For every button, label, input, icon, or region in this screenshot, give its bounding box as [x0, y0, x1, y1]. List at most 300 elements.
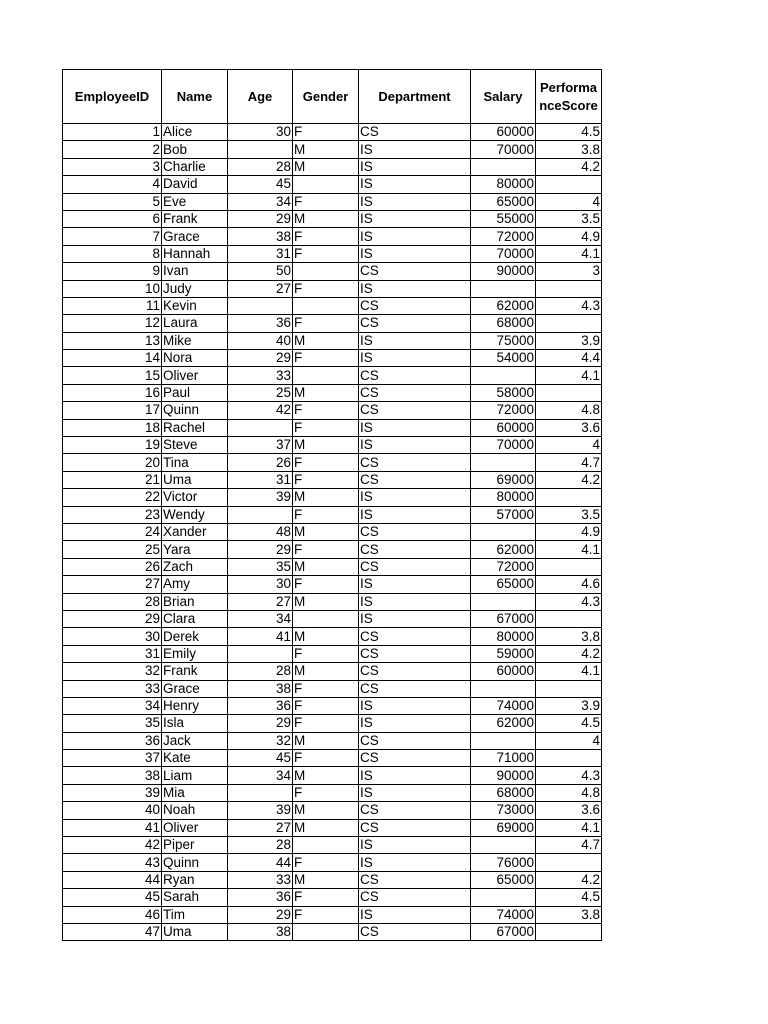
cell-department: CS: [359, 315, 471, 332]
cell-gender: F: [293, 419, 359, 436]
cell-performancescore: 3.8: [536, 906, 602, 923]
cell-name: Kate: [162, 750, 228, 767]
cell-name: Oliver: [162, 819, 228, 836]
cell-name: Noah: [162, 802, 228, 819]
cell-gender: M: [293, 210, 359, 227]
cell-department: IS: [359, 906, 471, 923]
cell-salary: 70000: [471, 245, 536, 262]
cell-gender: M: [293, 332, 359, 349]
cell-employeeid: 8: [63, 245, 162, 262]
cell-gender: M: [293, 384, 359, 401]
cell-performancescore: 4.1: [536, 367, 602, 384]
cell-age: 26: [228, 454, 293, 471]
cell-gender: M: [293, 158, 359, 175]
table-row: [63, 732, 602, 749]
cell-name: Nora: [162, 350, 228, 367]
cell-performancescore: 4: [536, 193, 602, 210]
cell-salary: 55000: [471, 210, 536, 227]
table-row: [63, 332, 602, 349]
cell-salary: [471, 593, 536, 610]
cell-performancescore: 4.3: [536, 767, 602, 784]
table-row: [63, 576, 602, 593]
cell-department: CS: [359, 680, 471, 697]
cell-performancescore: 4.8: [536, 402, 602, 419]
cell-department: CS: [359, 541, 471, 558]
cell-department: CS: [359, 402, 471, 419]
cell-gender: M: [293, 802, 359, 819]
cell-salary: 74000: [471, 906, 536, 923]
table-row: [63, 906, 602, 923]
cell-name: Alice: [162, 124, 228, 141]
cell-age: [228, 645, 293, 662]
cell-gender: F: [293, 124, 359, 141]
cell-gender: F: [293, 750, 359, 767]
cell-age: 38: [228, 680, 293, 697]
cell-name: Wendy: [162, 506, 228, 523]
cell-performancescore: 3.6: [536, 419, 602, 436]
cell-name: Liam: [162, 767, 228, 784]
cell-employeeid: 40: [63, 802, 162, 819]
cell-performancescore: 4.9: [536, 228, 602, 245]
cell-name: Mia: [162, 784, 228, 801]
cell-performancescore: 4.5: [536, 715, 602, 732]
cell-department: CS: [359, 297, 471, 314]
cell-name: Rachel: [162, 419, 228, 436]
table-row: [63, 767, 602, 784]
cell-performancescore: [536, 384, 602, 401]
cell-name: Paul: [162, 384, 228, 401]
cell-salary: 62000: [471, 297, 536, 314]
cell-name: Ryan: [162, 871, 228, 888]
cell-gender: F: [293, 889, 359, 906]
table-row: [63, 819, 602, 836]
cell-employeeid: 3: [63, 158, 162, 175]
cell-employeeid: 14: [63, 350, 162, 367]
cell-employeeid: 34: [63, 697, 162, 714]
cell-salary: 90000: [471, 263, 536, 280]
cell-performancescore: 4.1: [536, 663, 602, 680]
cell-department: CS: [359, 802, 471, 819]
cell-department: IS: [359, 489, 471, 506]
cell-salary: [471, 280, 536, 297]
table-row: [63, 210, 602, 227]
cell-salary: 71000: [471, 750, 536, 767]
cell-age: 36: [228, 697, 293, 714]
cell-performancescore: 3.9: [536, 332, 602, 349]
header-department: Department: [359, 70, 471, 124]
cell-age: 28: [228, 158, 293, 175]
cell-age: [228, 506, 293, 523]
cell-department: IS: [359, 228, 471, 245]
cell-name: Tim: [162, 906, 228, 923]
table-row: [63, 680, 602, 697]
cell-department: CS: [359, 871, 471, 888]
cell-performancescore: [536, 280, 602, 297]
cell-salary: 60000: [471, 419, 536, 436]
cell-salary: 62000: [471, 541, 536, 558]
cell-gender: F: [293, 228, 359, 245]
cell-performancescore: 3: [536, 263, 602, 280]
cell-employeeid: 12: [63, 315, 162, 332]
cell-age: 28: [228, 837, 293, 854]
cell-gender: F: [293, 715, 359, 732]
cell-performancescore: [536, 750, 602, 767]
cell-department: CS: [359, 523, 471, 540]
cell-salary: [471, 158, 536, 175]
cell-department: IS: [359, 158, 471, 175]
cell-age: 36: [228, 889, 293, 906]
cell-department: IS: [359, 506, 471, 523]
cell-performancescore: 3.8: [536, 141, 602, 158]
cell-salary: 62000: [471, 715, 536, 732]
cell-name: Grace: [162, 228, 228, 245]
table-row: [63, 889, 602, 906]
header-salary: Salary: [471, 70, 536, 124]
cell-gender: F: [293, 541, 359, 558]
cell-salary: 67000: [471, 610, 536, 627]
cell-salary: 72000: [471, 228, 536, 245]
cell-salary: 60000: [471, 663, 536, 680]
table-header: [63, 70, 602, 124]
cell-age: 39: [228, 489, 293, 506]
cell-gender: F: [293, 315, 359, 332]
cell-gender: F: [293, 645, 359, 662]
cell-department: IS: [359, 245, 471, 262]
cell-employeeid: 26: [63, 558, 162, 575]
cell-age: 27: [228, 819, 293, 836]
table-row: [63, 124, 602, 141]
cell-age: 33: [228, 367, 293, 384]
cell-employeeid: 47: [63, 923, 162, 940]
cell-gender: [293, 176, 359, 193]
cell-employeeid: 10: [63, 280, 162, 297]
cell-employeeid: 21: [63, 471, 162, 488]
cell-age: 29: [228, 906, 293, 923]
cell-employeeid: 23: [63, 506, 162, 523]
cell-age: 44: [228, 854, 293, 871]
cell-employeeid: 37: [63, 750, 162, 767]
cell-employeeid: 33: [63, 680, 162, 697]
cell-gender: [293, 367, 359, 384]
cell-performancescore: 4.3: [536, 297, 602, 314]
cell-age: [228, 419, 293, 436]
cell-gender: F: [293, 280, 359, 297]
table-row: [63, 367, 602, 384]
cell-salary: 70000: [471, 437, 536, 454]
table-body: [63, 124, 602, 941]
cell-age: 45: [228, 750, 293, 767]
cell-employeeid: 27: [63, 576, 162, 593]
cell-department: CS: [359, 819, 471, 836]
cell-name: Quinn: [162, 402, 228, 419]
cell-performancescore: 4: [536, 437, 602, 454]
cell-name: Clara: [162, 610, 228, 627]
cell-salary: 73000: [471, 802, 536, 819]
cell-employeeid: 36: [63, 732, 162, 749]
header-gender: Gender: [293, 70, 359, 124]
cell-name: Victor: [162, 489, 228, 506]
header-age: Age: [228, 70, 293, 124]
table-row: [63, 402, 602, 419]
cell-name: Kevin: [162, 297, 228, 314]
cell-salary: 54000: [471, 350, 536, 367]
cell-salary: 76000: [471, 854, 536, 871]
cell-gender: F: [293, 576, 359, 593]
table-row: [63, 176, 602, 193]
table-row: [63, 228, 602, 245]
cell-gender: [293, 837, 359, 854]
cell-performancescore: 4.2: [536, 645, 602, 662]
cell-department: IS: [359, 837, 471, 854]
cell-salary: 70000: [471, 141, 536, 158]
cell-department: IS: [359, 210, 471, 227]
cell-gender: [293, 263, 359, 280]
cell-performancescore: [536, 315, 602, 332]
table-row: [63, 506, 602, 523]
cell-performancescore: 3.9: [536, 697, 602, 714]
cell-salary: [471, 367, 536, 384]
cell-name: Frank: [162, 210, 228, 227]
cell-gender: F: [293, 680, 359, 697]
cell-gender: F: [293, 506, 359, 523]
cell-age: 30: [228, 124, 293, 141]
cell-department: IS: [359, 437, 471, 454]
cell-salary: 67000: [471, 923, 536, 940]
cell-performancescore: [536, 176, 602, 193]
table-row: [63, 350, 602, 367]
cell-performancescore: 3.8: [536, 628, 602, 645]
cell-employeeid: 43: [63, 854, 162, 871]
cell-employeeid: 31: [63, 645, 162, 662]
cell-department: IS: [359, 715, 471, 732]
cell-name: Uma: [162, 471, 228, 488]
cell-age: 31: [228, 471, 293, 488]
cell-age: 27: [228, 593, 293, 610]
cell-gender: M: [293, 732, 359, 749]
cell-employeeid: 38: [63, 767, 162, 784]
cell-employeeid: 24: [63, 523, 162, 540]
table-row: [63, 784, 602, 801]
cell-name: Charlie: [162, 158, 228, 175]
cell-age: 28: [228, 663, 293, 680]
cell-age: 34: [228, 610, 293, 627]
table-row: [63, 315, 602, 332]
cell-name: Bob: [162, 141, 228, 158]
cell-gender: F: [293, 402, 359, 419]
cell-gender: M: [293, 819, 359, 836]
cell-name: Tina: [162, 454, 228, 471]
table-row: [63, 437, 602, 454]
cell-salary: 74000: [471, 697, 536, 714]
cell-performancescore: 4.2: [536, 471, 602, 488]
cell-age: 29: [228, 541, 293, 558]
cell-department: IS: [359, 176, 471, 193]
table-row: [63, 384, 602, 401]
cell-name: Isla: [162, 715, 228, 732]
cell-salary: 90000: [471, 767, 536, 784]
cell-department: IS: [359, 141, 471, 158]
table-row: [63, 297, 602, 314]
cell-department: IS: [359, 854, 471, 871]
cell-department: CS: [359, 732, 471, 749]
cell-employeeid: 32: [63, 663, 162, 680]
cell-gender: F: [293, 697, 359, 714]
cell-employeeid: 20: [63, 454, 162, 471]
table-row: [63, 837, 602, 854]
cell-department: CS: [359, 124, 471, 141]
cell-performancescore: 4.7: [536, 837, 602, 854]
table-row: [63, 141, 602, 158]
cell-salary: [471, 680, 536, 697]
cell-performancescore: 4.9: [536, 523, 602, 540]
cell-age: 32: [228, 732, 293, 749]
cell-salary: [471, 454, 536, 471]
cell-name: Hannah: [162, 245, 228, 262]
cell-gender: [293, 610, 359, 627]
cell-age: [228, 784, 293, 801]
cell-gender: F: [293, 784, 359, 801]
cell-performancescore: 3.6: [536, 802, 602, 819]
cell-age: [228, 141, 293, 158]
cell-employeeid: 7: [63, 228, 162, 245]
cell-performancescore: [536, 558, 602, 575]
cell-name: Eve: [162, 193, 228, 210]
cell-employeeid: 9: [63, 263, 162, 280]
cell-performancescore: 4.1: [536, 541, 602, 558]
cell-name: Henry: [162, 697, 228, 714]
cell-department: CS: [359, 471, 471, 488]
cell-age: 41: [228, 628, 293, 645]
cell-gender: M: [293, 437, 359, 454]
cell-age: 38: [228, 228, 293, 245]
cell-gender: [293, 297, 359, 314]
header-performancescore: PerformanceScore: [536, 70, 602, 124]
cell-name: Amy: [162, 576, 228, 593]
cell-employeeid: 1: [63, 124, 162, 141]
cell-department: CS: [359, 384, 471, 401]
cell-gender: M: [293, 489, 359, 506]
cell-employeeid: 18: [63, 419, 162, 436]
cell-performancescore: 4.2: [536, 158, 602, 175]
cell-employeeid: 15: [63, 367, 162, 384]
cell-age: 42: [228, 402, 293, 419]
cell-department: CS: [359, 889, 471, 906]
cell-name: Grace: [162, 680, 228, 697]
cell-name: Zach: [162, 558, 228, 575]
cell-name: Mike: [162, 332, 228, 349]
cell-salary: [471, 523, 536, 540]
cell-department: IS: [359, 610, 471, 627]
cell-performancescore: 4.5: [536, 889, 602, 906]
cell-department: IS: [359, 784, 471, 801]
table-row: [63, 541, 602, 558]
cell-department: IS: [359, 419, 471, 436]
cell-performancescore: 4.8: [536, 784, 602, 801]
cell-department: IS: [359, 350, 471, 367]
cell-performancescore: 4.4: [536, 350, 602, 367]
cell-salary: 65000: [471, 871, 536, 888]
cell-employeeid: 25: [63, 541, 162, 558]
cell-employeeid: 5: [63, 193, 162, 210]
cell-performancescore: 4.7: [536, 454, 602, 471]
cell-department: CS: [359, 367, 471, 384]
cell-department: IS: [359, 576, 471, 593]
cell-employeeid: 17: [63, 402, 162, 419]
table-row: [63, 715, 602, 732]
cell-salary: [471, 889, 536, 906]
cell-age: 31: [228, 245, 293, 262]
cell-employeeid: 28: [63, 593, 162, 610]
cell-department: CS: [359, 558, 471, 575]
cell-department: CS: [359, 628, 471, 645]
cell-employeeid: 45: [63, 889, 162, 906]
table-row: [63, 158, 602, 175]
cell-gender: F: [293, 471, 359, 488]
cell-performancescore: 3.5: [536, 506, 602, 523]
cell-salary: 75000: [471, 332, 536, 349]
cell-salary: 69000: [471, 819, 536, 836]
table-row: [63, 750, 602, 767]
header-employeeid: EmployeeID: [63, 70, 162, 124]
table-row: [63, 697, 602, 714]
cell-age: 29: [228, 210, 293, 227]
cell-gender: [293, 923, 359, 940]
cell-performancescore: [536, 923, 602, 940]
cell-salary: [471, 732, 536, 749]
cell-age: 29: [228, 350, 293, 367]
cell-age: 39: [228, 802, 293, 819]
cell-age: 27: [228, 280, 293, 297]
cell-name: Derek: [162, 628, 228, 645]
cell-performancescore: 4.2: [536, 871, 602, 888]
cell-gender: M: [293, 663, 359, 680]
cell-employeeid: 11: [63, 297, 162, 314]
cell-salary: [471, 837, 536, 854]
table-row: [63, 558, 602, 575]
cell-age: 34: [228, 193, 293, 210]
cell-name: Sarah: [162, 889, 228, 906]
cell-department: CS: [359, 663, 471, 680]
cell-salary: 58000: [471, 384, 536, 401]
cell-age: 48: [228, 523, 293, 540]
cell-salary: 80000: [471, 176, 536, 193]
table-row: [63, 454, 602, 471]
table-row: [63, 663, 602, 680]
cell-employeeid: 39: [63, 784, 162, 801]
employee-table: [62, 69, 602, 941]
cell-performancescore: 3.5: [536, 210, 602, 227]
cell-salary: 80000: [471, 489, 536, 506]
cell-employeeid: 13: [63, 332, 162, 349]
cell-employeeid: 35: [63, 715, 162, 732]
cell-department: IS: [359, 697, 471, 714]
table-row: [63, 645, 602, 662]
cell-salary: 68000: [471, 784, 536, 801]
cell-performancescore: 4: [536, 732, 602, 749]
table-row: [63, 802, 602, 819]
cell-name: Brian: [162, 593, 228, 610]
cell-employeeid: 42: [63, 837, 162, 854]
cell-gender: M: [293, 523, 359, 540]
table-row: [63, 471, 602, 488]
cell-performancescore: [536, 680, 602, 697]
cell-employeeid: 30: [63, 628, 162, 645]
table-row: [63, 193, 602, 210]
cell-name: Yara: [162, 541, 228, 558]
cell-gender: F: [293, 193, 359, 210]
cell-name: Uma: [162, 923, 228, 940]
cell-gender: F: [293, 350, 359, 367]
